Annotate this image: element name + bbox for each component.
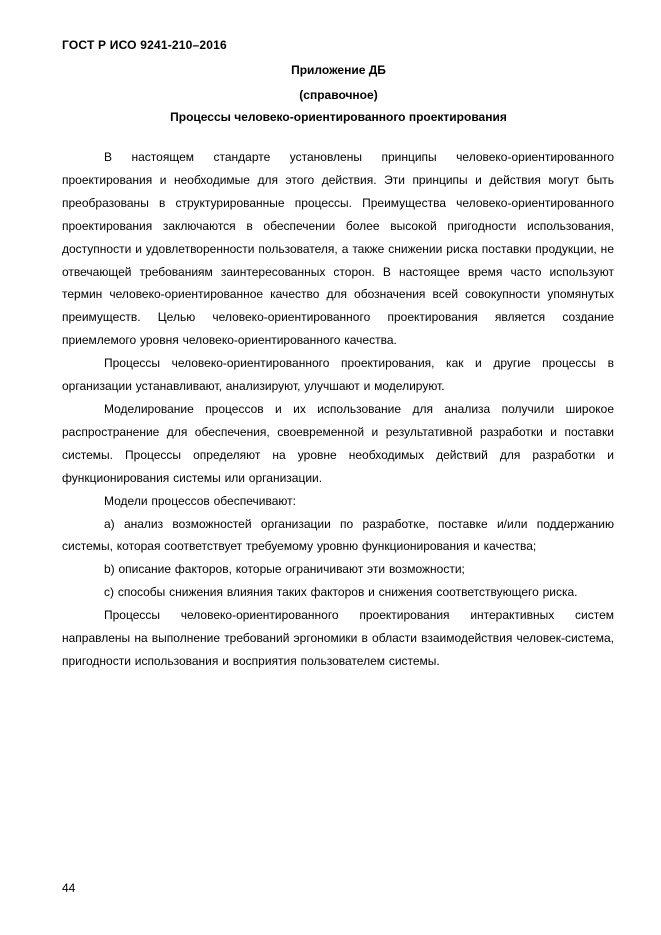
paragraph-modeling: Моделирование процессов и их использование для анализа получили широкое распространение для обеспечения, своевременной и результативной разработки и поставки системы. Процессы определяют на уровне необходимых действий для разработки и функционирования системы или организации. — [62, 401, 614, 485]
list-item-c: c) способы снижения влияния таких факторов и снижения соответствующего риска. — [104, 585, 578, 600]
page-number: 44 — [62, 881, 76, 895]
paragraph-intro: В настоящем стандарте установлены принципы человеко-ориентированного проектирования и необходимые для этого действия. Эти принципы и действия могут быть преобразованы в структурированные процессы. Преимущества человеко-ориентированного проектирования заключаются в обеспечении более высокой пригодности использования, доступности и удовлетворенности пользователя, а также снижении риска поставки продукции, не отвечающей требованиям заинтересованных сторон. В настоящее время часто используют термин человеко-ориентированное качество для обозначения всей совокупности упомянутых преимуществ. Целью человеко-ориентированного проектирования является создание приемлемого уровня человеко-ориентированного качества. — [62, 150, 614, 348]
list-item-b: b) описание факторов, которые ограничивают эти возможности; — [104, 562, 465, 577]
list-item-a: a) анализ возможностей организации по разработке, поставке и/или поддержанию системы, которая соответствует требуемому уровню функционирования и качества; — [62, 516, 614, 554]
standard-designation: ГОСТ Р ИСО 9241-210–2016 — [62, 38, 227, 52]
paragraph-interactive-systems: Процессы человеко-ориентированного проектирования интерактивных систем направлены на выполнение требований эргономики в области взаимодействия человек-система, пригодности использования и восприятия пользователем системы. — [62, 608, 614, 668]
body-text — [62, 146, 614, 673]
appendix-status-note: (справочное) — [299, 88, 378, 102]
paragraph-models-provide: Модели процессов обеспечивают: — [104, 493, 296, 508]
paragraph-processes: Процессы человеко-ориентированного проектирования, как и другие процессы в организации устанавливают, анализируют, улучшают и моделируют. — [62, 356, 614, 394]
section-title: Процессы человеко-ориентированного проектирования — [170, 110, 507, 124]
appendix-title: Приложение ДБ — [291, 63, 386, 77]
